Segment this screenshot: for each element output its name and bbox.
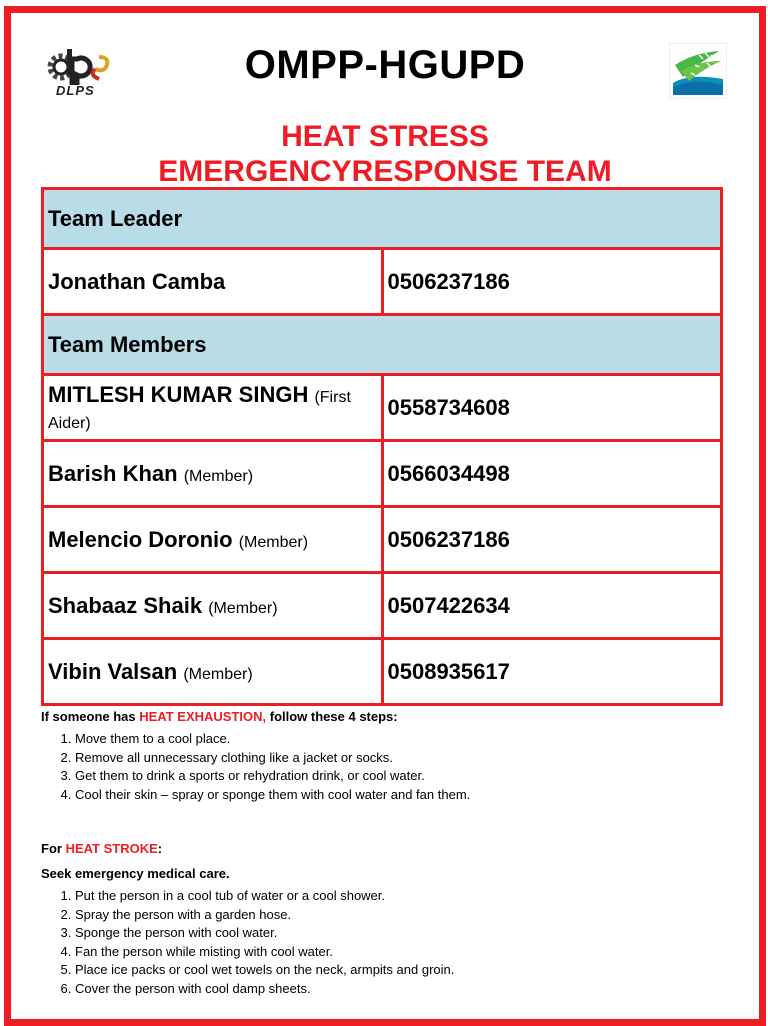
member-role: (First Aider) <box>48 388 351 432</box>
stroke-seek-care: Seek emergency medical care. <box>41 866 230 881</box>
list-item: 5. Place ice packs or cool wet towels on the neck, armpits and groin. <box>75 961 731 980</box>
exhaustion-highlight: HEAT EXHAUSTION, <box>139 709 267 724</box>
list-item: 6. Cover the person with cool damp sheets. <box>75 980 731 999</box>
exhaustion-lead-pre: If someone has <box>41 709 140 724</box>
members-heading-row <box>43 315 722 375</box>
subtitle-line-2: EMERGENCYRESPONSE TEAM <box>158 155 612 188</box>
list-item: 4. Cool their skin – spray or sponge them with cool water and fan them. <box>75 786 731 805</box>
table-row <box>43 507 722 573</box>
leader-heading: Team Leader <box>43 189 722 249</box>
member-name: MITLESH KUMAR SINGH <box>48 381 309 407</box>
list-item: 1. Move them to a cool place. <box>75 730 731 749</box>
leader-phone: 0506237186 <box>382 249 722 315</box>
stroke-lead-post: : <box>157 841 163 856</box>
member-phone: 0558734608 <box>382 375 722 441</box>
dlps-logo-text: DLPS <box>56 83 95 98</box>
members-heading: Team Members <box>43 315 722 375</box>
member-name-cell <box>43 441 383 507</box>
instructions <box>41 709 731 996</box>
table-row <box>43 375 722 441</box>
list-item: 1. Put the person in a cool tub of water or a cool shower. <box>75 887 731 906</box>
stroke-lead <box>41 841 731 856</box>
member-phone: 0508935617 <box>382 639 722 705</box>
member-name: Vibin Valsan <box>48 658 178 684</box>
member-role: (Member) <box>183 467 254 485</box>
page-title: OMPP-HGUPD <box>244 43 526 87</box>
exhaustion-steps <box>41 730 731 804</box>
member-name-cell <box>43 507 383 573</box>
exhaustion-lead <box>41 709 731 724</box>
subtitle-line-1: HEAT STRESS <box>281 120 489 153</box>
leader-heading-row <box>43 189 722 249</box>
table-row <box>43 573 722 639</box>
member-role: (Member) <box>238 533 309 551</box>
member-name: Barish Khan <box>48 460 178 486</box>
list-item: 3. Sponge the person with cool water. <box>75 924 731 943</box>
member-name: Shabaaz Shaik <box>48 592 203 618</box>
table-row <box>43 249 722 315</box>
list-item: 2. Remove all unnecessary clothing like a jacket or socks. <box>75 749 731 768</box>
member-name: Melencio Doronio <box>48 526 233 552</box>
member-name-cell <box>43 639 383 705</box>
member-phone: 0566034498 <box>382 441 722 507</box>
list-item: 2. Spray the person with a garden hose. <box>75 906 731 925</box>
member-name-cell <box>43 573 383 639</box>
member-phone: 0506237186 <box>382 507 722 573</box>
list-item: 4. Fan the person while misting with cool water. <box>75 943 731 962</box>
exhaustion-lead-post: follow these 4 steps: <box>266 709 398 724</box>
member-phone: 0507422634 <box>382 573 722 639</box>
member-role: (Member) <box>183 665 253 683</box>
stroke-lead-pre: For <box>41 841 66 856</box>
poster-frame <box>4 6 766 1026</box>
list-item: 3. Get them to drink a sports or rehydration drink, or cool water. <box>75 767 731 786</box>
stroke-steps <box>41 887 731 998</box>
member-role: (Member) <box>208 599 278 617</box>
stroke-highlight: HEAT STROKE <box>65 841 158 856</box>
member-name-cell <box>43 375 383 441</box>
page-subtitle <box>11 119 759 189</box>
leader-name: Jonathan Camba <box>43 249 383 315</box>
table-row <box>43 441 722 507</box>
stroke-section <box>41 841 731 998</box>
table-row <box>43 639 722 705</box>
team-table <box>41 187 723 706</box>
